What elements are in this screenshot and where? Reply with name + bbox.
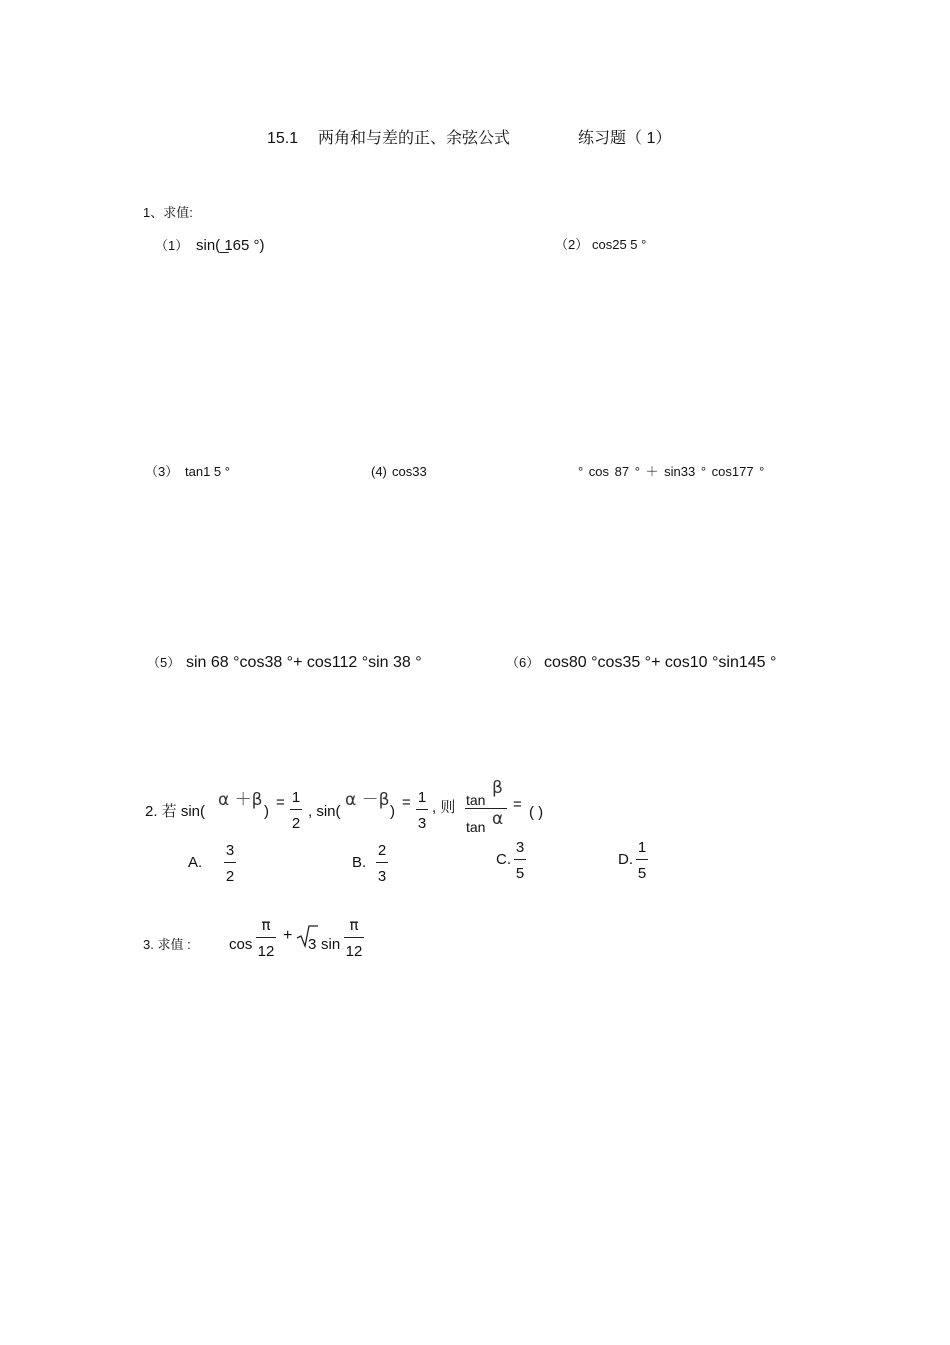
fraction-bar bbox=[224, 862, 236, 863]
q1-item-4-num: (4) bbox=[371, 464, 387, 479]
option-c-den: 5 bbox=[515, 865, 525, 882]
fraction-bar bbox=[416, 809, 428, 810]
q2-ratio-den-alpha: α bbox=[492, 809, 504, 829]
q1-item-2-expr: cos25 5 ° bbox=[592, 237, 647, 252]
option-d-den: 5 bbox=[637, 865, 647, 882]
q1-item-6-expr: cos80 °cos35 °+ cos10 °sin145 ° bbox=[544, 654, 777, 671]
q2-answer-blank: ( ) bbox=[529, 804, 544, 821]
q3-fraction-2 bbox=[344, 918, 364, 959]
q2-fraction-2-num: 1 bbox=[417, 789, 427, 806]
q2-then: , 则 bbox=[432, 799, 456, 816]
q2-equals-1: = bbox=[276, 794, 285, 811]
q1-item-3-num: （3） bbox=[145, 464, 179, 479]
q2-close-paren-2: ) bbox=[390, 803, 395, 820]
q2-prefix: 2. 若 sin( bbox=[145, 803, 206, 820]
q2-mid: , sin( bbox=[308, 803, 341, 820]
fraction-bar bbox=[344, 937, 364, 938]
q2-alpha-minus-beta: α －β bbox=[345, 790, 390, 810]
q3-plus: + bbox=[283, 927, 293, 944]
fraction-bar bbox=[290, 809, 302, 810]
q1-item-4-expr-b: ° cos 87 ° ＋ sin33 ° cos177 ° bbox=[578, 464, 765, 479]
q2-close-paren-1: ) bbox=[264, 803, 269, 820]
option-b-den: 3 bbox=[377, 868, 387, 885]
q1-item-2-num: （2） bbox=[555, 237, 589, 252]
q2-fraction-2-den: 3 bbox=[417, 815, 427, 832]
q2-fraction-2 bbox=[416, 790, 428, 831]
q3-sin: sin bbox=[321, 936, 341, 953]
option-b-num: 2 bbox=[377, 842, 387, 859]
q3-fraction-1-num: π bbox=[261, 916, 271, 934]
q2-alpha-plus-beta: α ＋β bbox=[218, 790, 263, 810]
option-a-label: A. bbox=[188, 854, 203, 871]
page-title: 两角和与差的正、余弦公式 bbox=[318, 130, 511, 147]
q2-fraction-1-num: 1 bbox=[291, 789, 301, 806]
q3-fraction-1 bbox=[256, 918, 276, 959]
option-a-num: 3 bbox=[225, 842, 235, 859]
q3-root-value: 3 bbox=[308, 936, 317, 953]
q2-ratio-num-text: tan bbox=[466, 792, 486, 808]
q1-item-3-expr: tan1 5 ° bbox=[185, 464, 230, 479]
fraction-bar bbox=[376, 862, 388, 863]
option-d-label: D. bbox=[618, 851, 633, 868]
q2-equals-3: = bbox=[513, 796, 522, 813]
q1-item-5-expr: sin 68 °cos38 °+ cos112 °sin 38 ° bbox=[186, 654, 422, 671]
q2-ratio-num-beta: β bbox=[492, 778, 503, 798]
option-b-fraction bbox=[376, 843, 388, 884]
option-a-fraction bbox=[224, 843, 236, 884]
q3-cos: cos bbox=[229, 936, 253, 953]
fraction-bar bbox=[514, 859, 526, 860]
q3-heading: 3. 求值 : bbox=[143, 937, 191, 952]
q1-item-1-expr: sin( ̲165 °) bbox=[196, 237, 265, 254]
option-b-label: B. bbox=[352, 854, 367, 871]
q2-ratio-den-text: tan bbox=[466, 819, 486, 835]
q1-item-1-num: （1） bbox=[155, 238, 189, 253]
q3-fraction-2-den: 12 bbox=[345, 943, 363, 960]
q1-item-4-expr-a: cos33 bbox=[392, 464, 427, 479]
q2-equals-2: = bbox=[402, 794, 411, 811]
option-a-den: 2 bbox=[225, 868, 235, 885]
q2-fraction-1-den: 2 bbox=[291, 815, 301, 832]
option-d-num: 1 bbox=[637, 839, 647, 856]
q3-fraction-1-den: 12 bbox=[257, 943, 275, 960]
q2-fraction-1 bbox=[290, 790, 302, 831]
q1-heading: 1、求值: bbox=[143, 205, 193, 220]
fraction-bar bbox=[256, 937, 276, 938]
option-d-fraction bbox=[636, 840, 648, 881]
option-c-num: 3 bbox=[515, 839, 525, 856]
q1-item-6-num: （6） bbox=[506, 655, 540, 670]
q1-item-5-num: （5） bbox=[147, 655, 181, 670]
q3-fraction-2-num: π bbox=[349, 916, 359, 934]
option-c-label: C. bbox=[496, 851, 511, 868]
fraction-bar bbox=[636, 859, 648, 860]
section-number: 15.1 bbox=[267, 130, 299, 147]
exercise-label: 练习题（ 1） bbox=[578, 130, 672, 147]
option-c-fraction bbox=[514, 840, 526, 881]
